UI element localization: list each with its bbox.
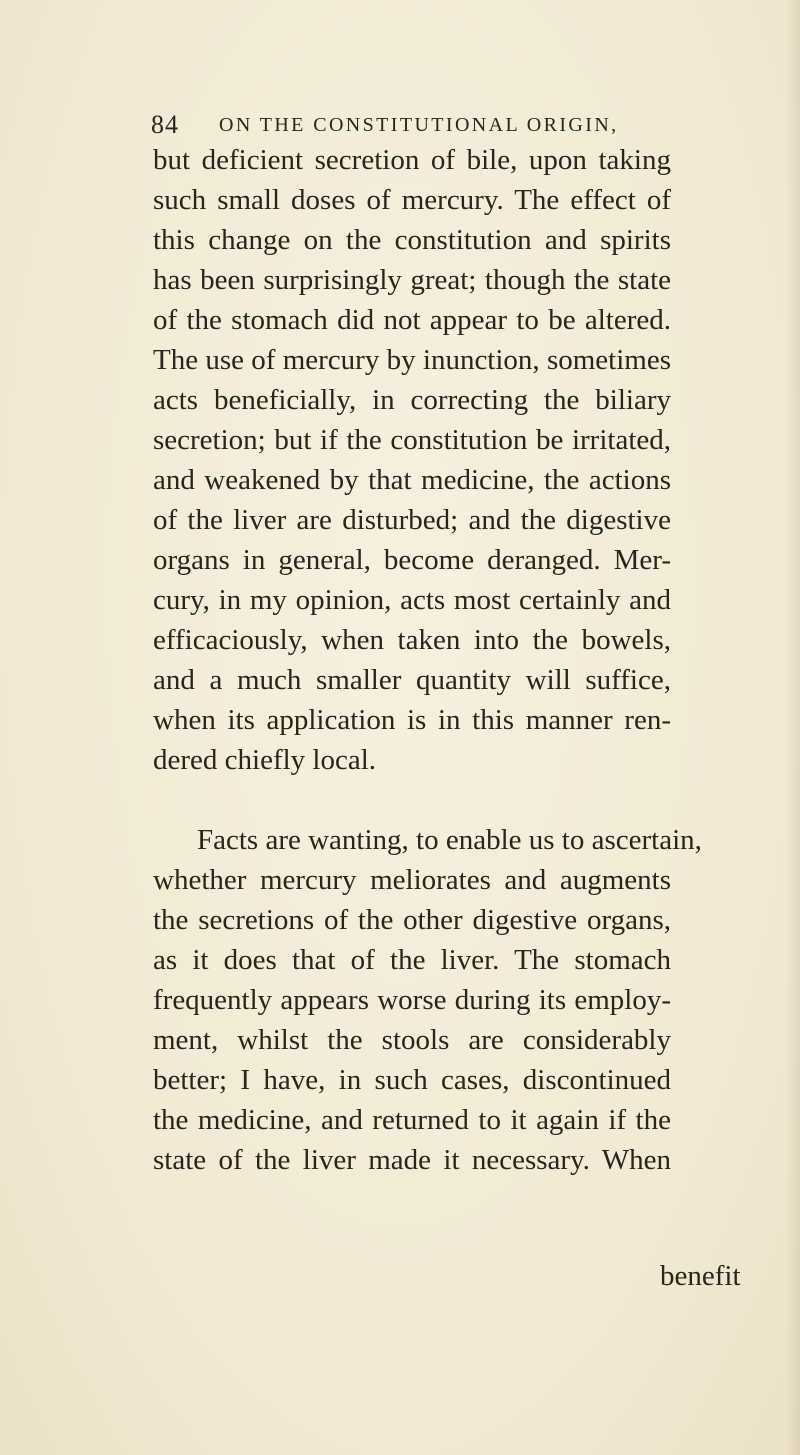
- text-line: Facts are wanting, to enable us to ascertain,: [197, 824, 702, 856]
- text-line: of the liver are disturbed; and the digestive: [153, 504, 671, 536]
- page-number: 84: [151, 110, 179, 139]
- text-line: efficaciously, when taken into the bowels,: [153, 624, 671, 656]
- text-line: has been surprisingly great; though the state: [153, 264, 671, 296]
- text-line: the secretions of the other digestive organs,: [153, 904, 671, 936]
- text-line: as it does that of the liver. The stomach: [153, 944, 671, 976]
- text-line: frequently appears worse during its employ-: [153, 984, 671, 1016]
- text-line: secretion; but if the constitution be irritated,: [153, 424, 671, 456]
- text-line: whether mercury meliorates and augments: [153, 864, 671, 896]
- running-head: ON THE CONSTITUTIONAL ORIGIN,: [219, 114, 619, 136]
- text-line: but deficient secretion of bile, upon taking: [153, 144, 671, 176]
- text-line: dered chiefly local.: [153, 744, 377, 776]
- text-line: such small doses of mercury. The effect of: [153, 184, 671, 216]
- text-line: the medicine, and returned to it again if the: [153, 1104, 671, 1136]
- page-edge-shadow: [786, 0, 800, 1455]
- text-line: organs in general, become deranged. Mer-: [153, 544, 671, 576]
- catchword: benefit: [660, 1260, 741, 1292]
- text-line: better; I have, in such cases, discontinued: [153, 1064, 671, 1096]
- text-line: this change on the constitution and spirits: [153, 224, 671, 256]
- text-line: acts beneficially, in correcting the biliary: [153, 384, 671, 416]
- text-line: and a much smaller quantity will suffice,: [153, 664, 671, 696]
- text-line: The use of mercury by inunction, sometimes: [153, 344, 671, 376]
- text-line: of the stomach did not appear to be altered.: [153, 304, 671, 336]
- text-line: and weakened by that medicine, the actions: [153, 464, 671, 496]
- text-line: ment, whilst the stools are considerably: [153, 1024, 671, 1056]
- text-line: cury, in my opinion, acts most certainly and: [153, 584, 671, 616]
- text-line: state of the liver made it necessary. When: [153, 1144, 671, 1176]
- text-line: when its application is in this manner ren-: [153, 704, 671, 736]
